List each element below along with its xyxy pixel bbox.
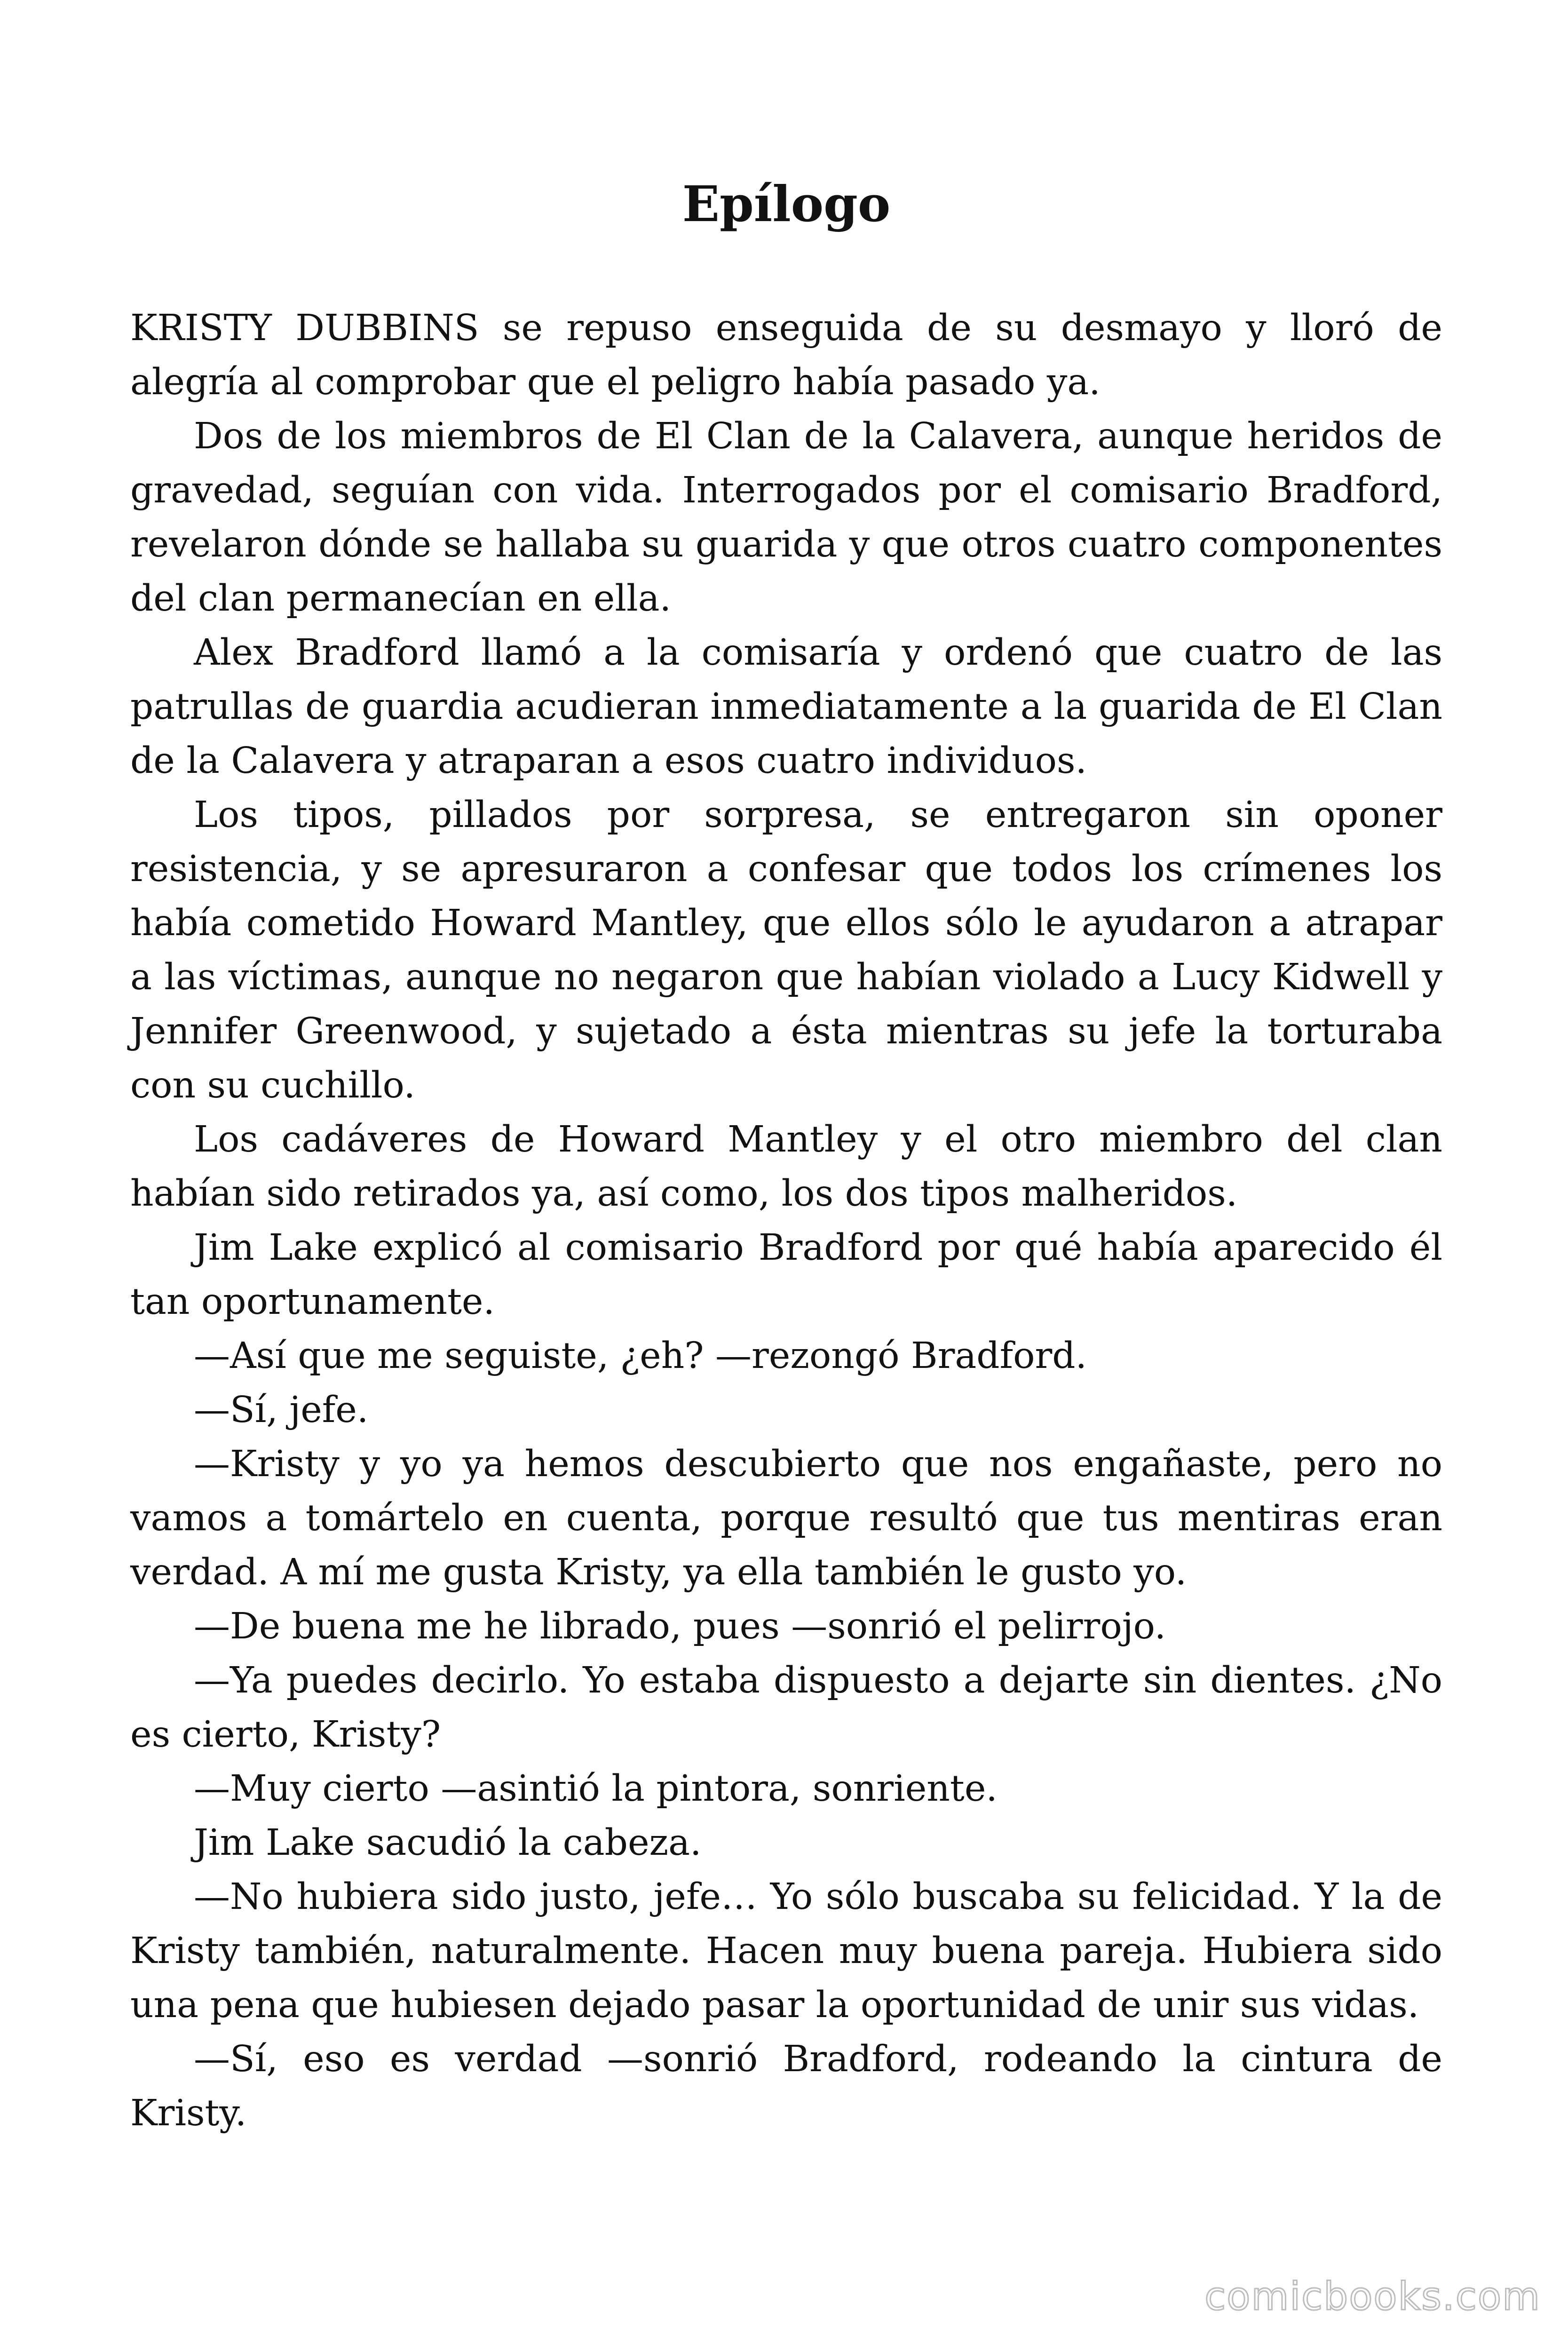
opening-paragraph bbox=[130, 301, 1442, 409]
paragraph: Jim Lake explicó al comisario Bradford por qué había aparecido él tan oportunamente. bbox=[130, 1227, 1442, 1323]
dialogue-line: —Ya puedes decirlo. Yo estaba dispuesto a dejarte sin dientes. ¿No es cierto, Kristy? bbox=[130, 1660, 1442, 1756]
paragraph: Jim Lake sacudió la cabeza. bbox=[194, 1822, 702, 1864]
dialogue-line: —No hubiera sido justo, jefe… Yo sólo buscaba su felicidad. Y la de Kristy también, naturalmente. Hacen muy buena pareja. Hubiera sido una pena que hubiesen dejado pasar la oportunidad de unir sus vidas. bbox=[130, 1876, 1442, 2026]
chapter-title: Epílogo bbox=[682, 175, 891, 233]
paragraph: Los cadáveres de Howard Mantley y el otro miembro del clan habían sido retirados ya, así como, los dos tipos malheridos. bbox=[130, 1119, 1442, 1215]
dialogue-line: —Así que me seguiste, ¿eh? —rezongó Bradford. bbox=[194, 1335, 1087, 1377]
paragraph: Dos de los miembros de El Clan de la Calavera, aunque heridos de gravedad, seguían con vida. Interrogados por el comisario Bradford, revelaron dónde se hallaba su guarida y que otros cuatro componentes del clan permanecían en ella. bbox=[130, 415, 1442, 620]
lead-capital: K bbox=[130, 307, 158, 349]
dialogue-line: —De buena me he librado, pues —sonrió el pelirrojo. bbox=[194, 1605, 1166, 1647]
book-page bbox=[130, 0, 1442, 2352]
dialogue-line: —Sí, eso es verdad —sonrió Bradford, rodeando la cintura de Kristy. bbox=[130, 2038, 1442, 2134]
paragraph: Los tipos, pillados por sorpresa, se entregaron sin oponer resistencia, y se apresuraron a confesar que todos los crímenes los había cometido Howard Mantley, que ellos sólo le ayudaron a atrapar a las víctimas, aunque no negaron que habían violado a Lucy Kidwell y Jennifer Greenwood, y sujetado a ésta mientras su jefe la torturaba con su cuchillo. bbox=[130, 794, 1442, 1106]
opening-rest: se repuso enseguida de su desmayo y lloró de alegría al comprobar que el peligro había pasado ya. bbox=[130, 307, 1442, 403]
dialogue-line: —Sí, jefe. bbox=[194, 1389, 369, 1431]
paragraph: Alex Bradford llamó a la comisaría y ordenó que cuatro de las patrullas de guardia acudieran inmediatamente a la guarida de El Clan de la Calavera y atraparan a esos cuatro individuos. bbox=[130, 632, 1442, 782]
dialogue-line: —Muy cierto —asintió la pintora, sonriente. bbox=[194, 1768, 998, 1810]
lead-smallcaps: RISTY DUBBINS bbox=[157, 307, 479, 349]
chapter-body bbox=[130, 301, 1442, 2140]
dialogue-line: —Kristy y yo ya hemos descubierto que nos engañaste, pero no vamos a tomártelo en cuenta, porque resultó que tus mentiras eran verdad. A mí me gusta Kristy, ya ella también le gusto yo. bbox=[130, 1443, 1442, 1593]
watermark: comicbooks.com bbox=[1204, 2274, 1541, 2319]
